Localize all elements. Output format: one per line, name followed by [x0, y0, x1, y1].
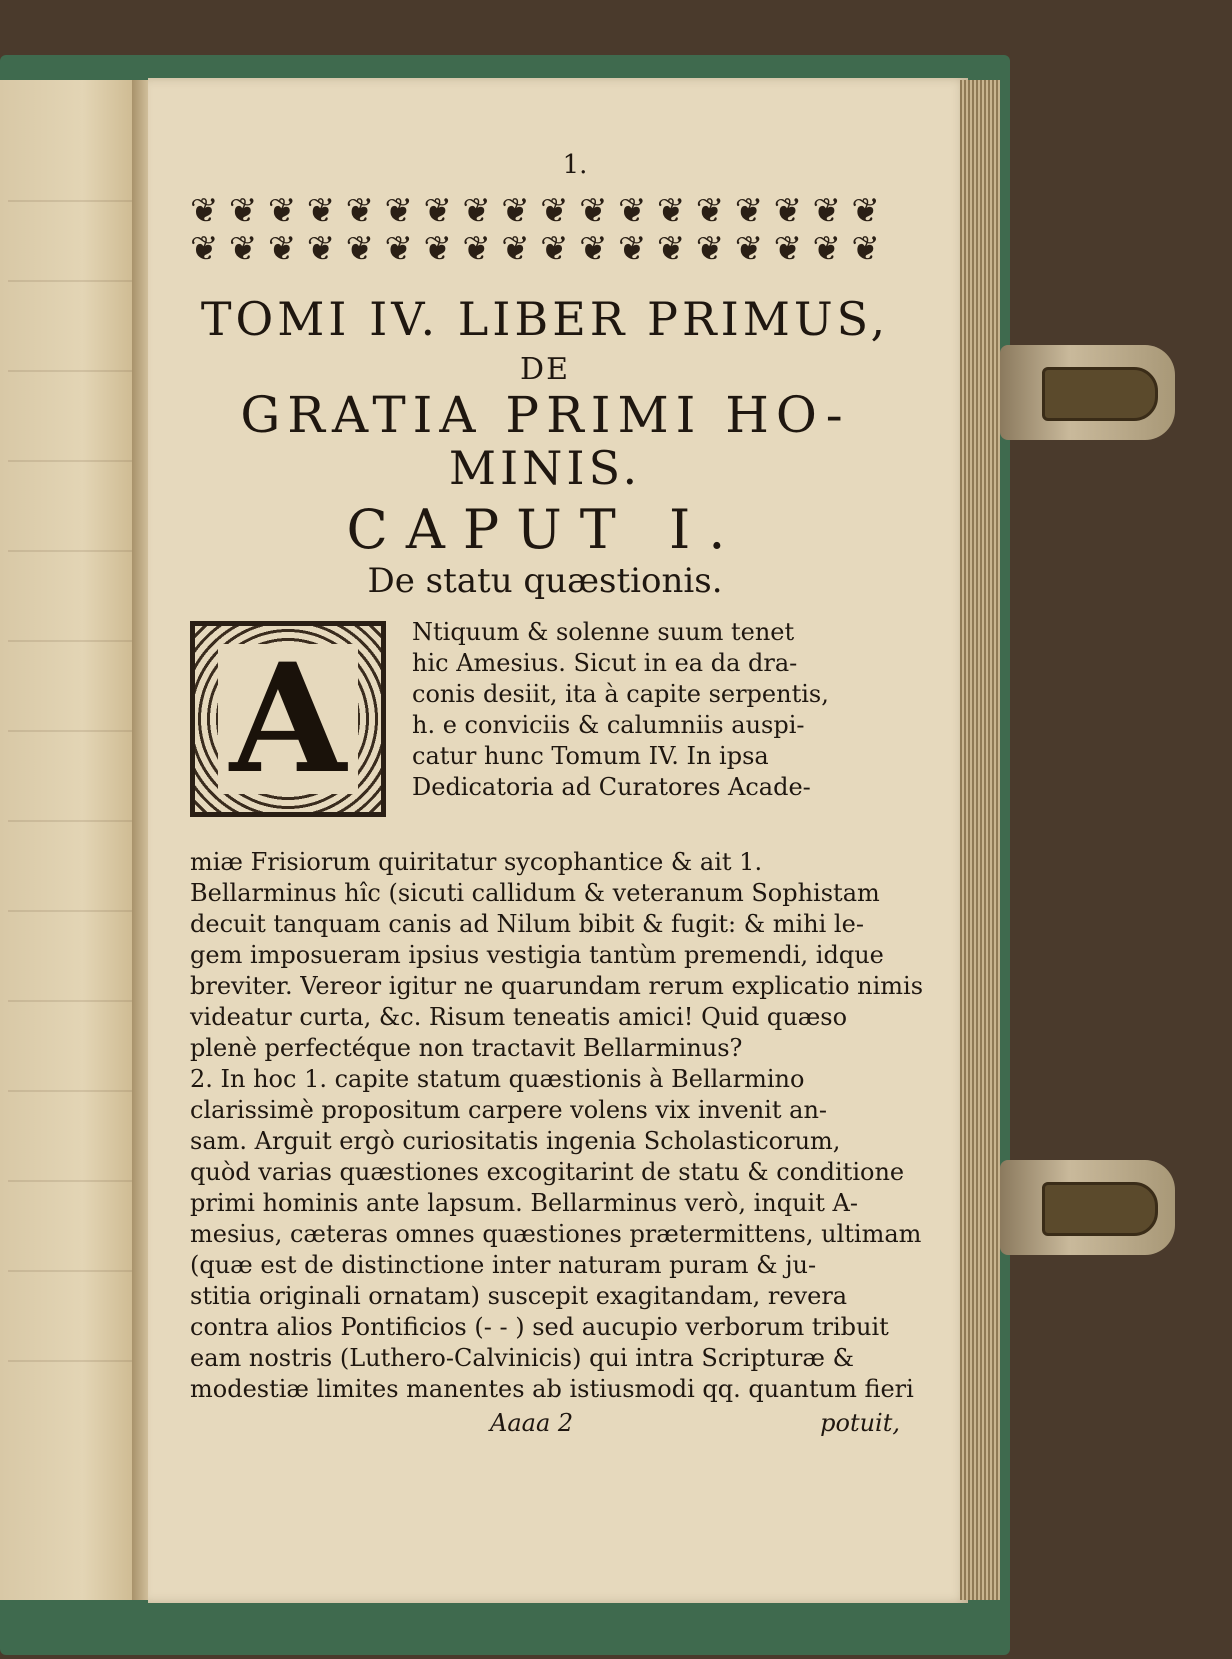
body-line: miæ Frisiorum quiritatur sycophantice & ait 1.	[190, 848, 763, 876]
fleuron-icon: ❦	[540, 229, 569, 269]
fleuron-icon: ❦	[423, 191, 452, 231]
fleuron-icon: ❦	[812, 191, 841, 231]
fleuron-icon: ❦	[579, 229, 608, 269]
body-line: (quæ est de distinctione inter naturam puram & ju-	[190, 1251, 817, 1279]
headpiece-ornament-row-2	[190, 229, 880, 269]
section-title-line-2: MINIS.	[448, 441, 642, 495]
chapter-heading: CAPUT I.	[346, 498, 744, 561]
title-de: DE	[520, 352, 570, 387]
fleuron-icon: ❦	[384, 229, 414, 269]
fleuron-icon: ❦	[228, 229, 258, 269]
initial-line: hic Amesius. Sicut in ea da dra-	[412, 649, 798, 677]
body-line: stitia originali ornatam) suscepit exagitandam, revera	[190, 1282, 848, 1310]
body-line: Bellarminus hîc (sicuti callidum & veteranum Sophistam	[190, 879, 880, 907]
signature-mark: Aaaa 2	[490, 1409, 574, 1437]
fleuron-icon: ❦	[462, 229, 491, 269]
initial-line: catur hunc Tomum IV. In ipsa	[412, 742, 769, 770]
fleuron-icon: ❦	[851, 191, 880, 231]
initial-line: conis desiit, ita à capite serpentis,	[412, 680, 829, 708]
upper-clasp	[1000, 345, 1175, 440]
body-line: breviter. Vereor igitur ne quarundam rerum explicatio nimis	[190, 972, 924, 1000]
body-line: 2. In hoc 1. capite statum quæstionis à Bellarmino	[190, 1065, 805, 1093]
page-edges	[960, 80, 1000, 1600]
fleuron-icon: ❦	[345, 229, 375, 269]
fleuron-icon: ❦	[656, 229, 686, 269]
fleuron-icon: ❦	[306, 191, 336, 231]
fleuron-icon: ❦	[190, 191, 219, 231]
fleuron-icon: ❦	[501, 229, 530, 269]
body-text	[190, 847, 924, 1405]
body-line: contra alios Pontificios (- - ) sed aucupio verborum tribuit	[190, 1313, 889, 1341]
left-page	[0, 80, 138, 1600]
fleuron-icon: ❦	[462, 191, 491, 231]
headpiece-ornament-row-1	[190, 191, 880, 231]
fleuron-icon: ❦	[695, 191, 725, 231]
fleuron-icon: ❦	[617, 229, 647, 269]
fleuron-icon: ❦	[579, 191, 608, 231]
fleuron-icon: ❦	[190, 229, 219, 269]
initial-lines	[412, 617, 900, 803]
fleuron-icon: ❦	[695, 229, 725, 269]
lower-clasp	[1000, 1160, 1175, 1255]
fleuron-icon: ❦	[734, 191, 764, 231]
fleuron-icon: ❦	[617, 191, 647, 231]
chapter-subtitle: De statu quæstionis.	[367, 561, 723, 601]
fleuron-icon: ❦	[267, 191, 297, 231]
decorated-initial	[190, 621, 386, 817]
page-footer	[190, 1409, 900, 1437]
fleuron-icon: ❦	[501, 191, 530, 231]
fleuron-icon: ❦	[345, 191, 375, 231]
fleuron-icon: ❦	[540, 191, 569, 231]
fleuron-icon: ❦	[306, 229, 336, 269]
body-line: primi hominis ante lapsum. Bellarminus verò, inquit A-	[190, 1189, 858, 1217]
body-line: videatur curta, &c. Risum teneatis amici! Quid quæso	[190, 1003, 848, 1031]
body-line: decuit tanquam canis ad Nilum bibit & fugit: & mihi le-	[190, 910, 864, 938]
initial-line: Dedicatoria ad Curatores Acade-	[412, 773, 811, 801]
catchword: potuit,	[820, 1409, 900, 1437]
fleuron-icon: ❦	[851, 229, 880, 269]
fleuron-icon: ❦	[384, 191, 414, 231]
body-line: plenè perfectéque non tractavit Bellarminus?	[190, 1034, 743, 1062]
book-title: TOMI IV. LIBER PRIMUS,	[200, 292, 890, 346]
page-text	[190, 150, 924, 1437]
fleuron-icon: ❦	[734, 229, 764, 269]
opening-paragraph	[190, 617, 900, 849]
body-line: sam. Arguit ergò curiositatis ingenia Scholasticorum,	[190, 1127, 841, 1155]
fleuron-icon: ❦	[228, 191, 258, 231]
fleuron-icon: ❦	[656, 191, 686, 231]
page-number: 1.	[562, 150, 588, 180]
initial-line: h. e conviciis & calumniis auspi-	[412, 711, 805, 739]
fleuron-icon: ❦	[773, 191, 803, 231]
initial-line: Ntiquum & solenne suum tenet	[412, 618, 795, 646]
body-line: modestiæ limites manentes ab istiusmodi qq. quantum fieri	[190, 1375, 914, 1403]
body-line: gem imposueram ipsius vestigia tantùm premendi, idque	[190, 941, 884, 969]
fleuron-icon: ❦	[423, 229, 452, 269]
body-line: eam nostris (Luthero-Calvinicis) qui intra Scripturæ &	[190, 1344, 854, 1372]
body-line: mesius, cæteras omnes quæstiones prætermittens, ultimam	[190, 1220, 922, 1248]
fleuron-icon: ❦	[267, 229, 297, 269]
body-line: quòd varias quæstiones excogitarint de statu & conditione	[190, 1158, 905, 1186]
fleuron-icon: ❦	[773, 229, 803, 269]
body-line: clarissimè propositum carpere volens vix invenit an-	[190, 1096, 828, 1124]
section-title-line-1: GRATIA PRIMI HO-	[240, 386, 850, 444]
fleuron-icon: ❦	[812, 229, 841, 269]
initial-letter: A	[218, 644, 358, 794]
